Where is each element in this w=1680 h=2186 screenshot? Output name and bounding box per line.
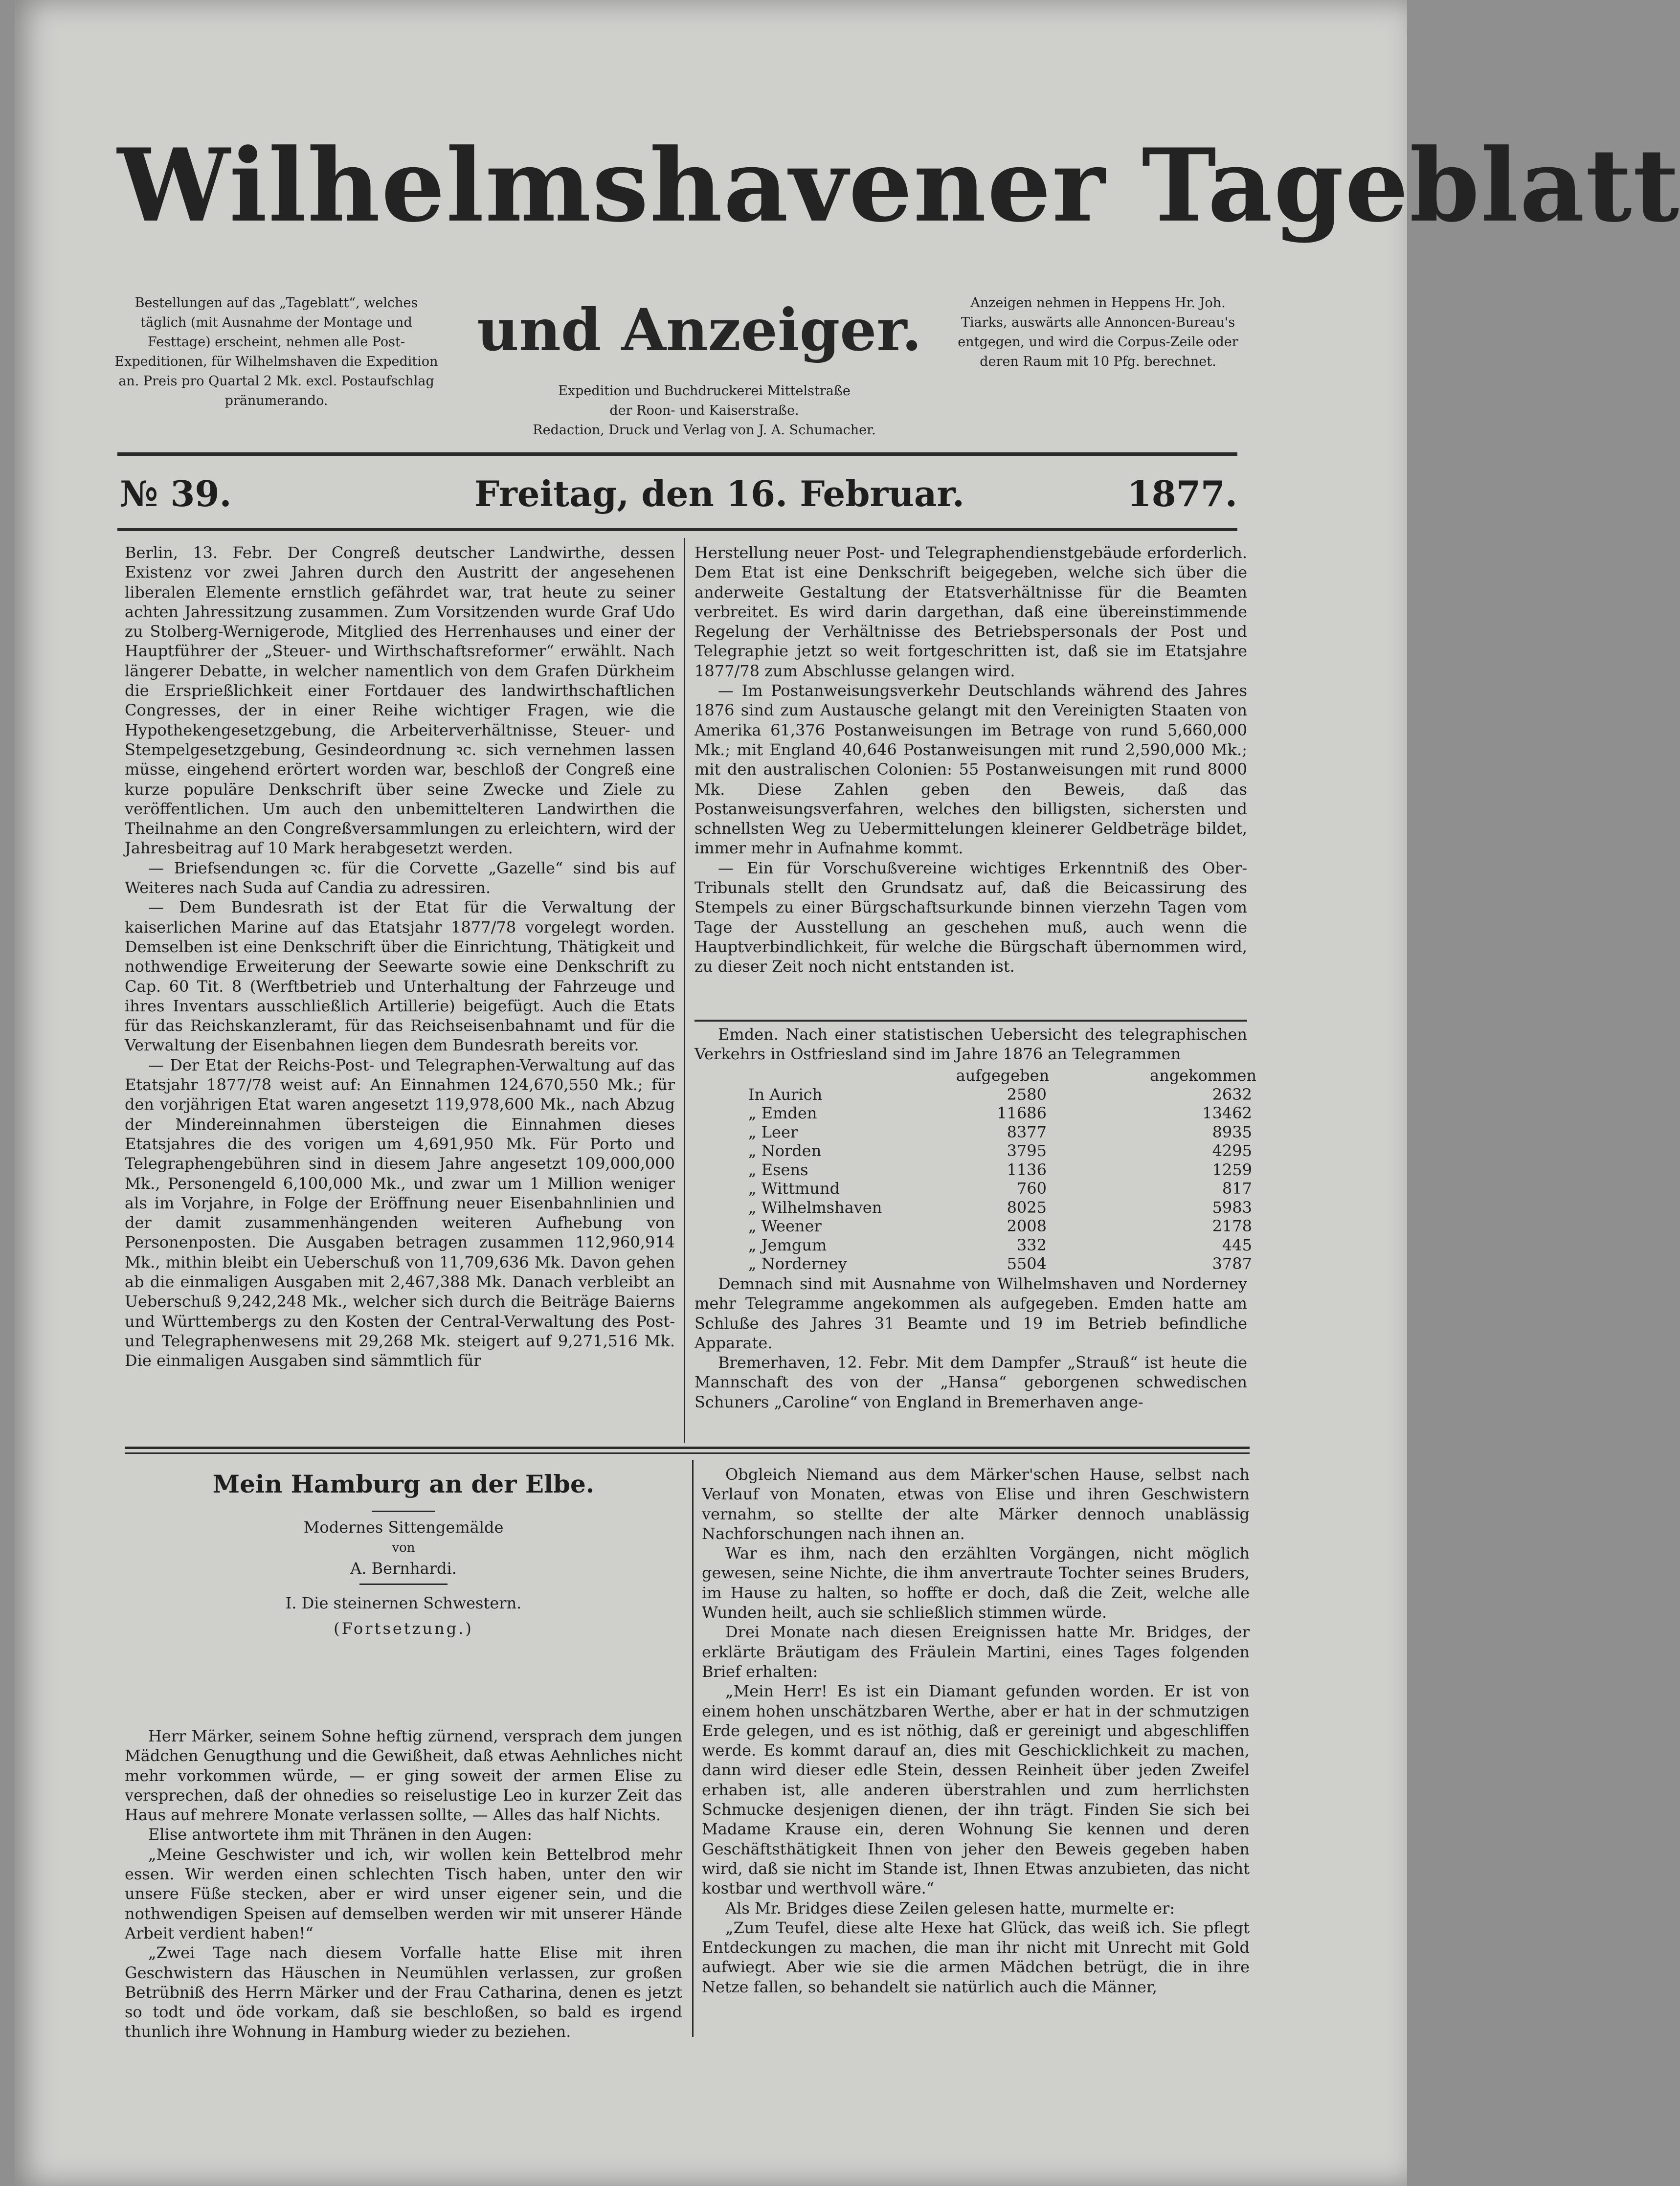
table-header (694, 1066, 1256, 1085)
row-in: 2632 (1212, 1085, 1252, 1104)
article-obertribunal: — Ein für Vorschußvereine wichtiges Erkenntniß des Ober-Tribunals stellt den Grundsatz auf, daß die Beicassirung des Stempels zu einer Bürgschaftsurkunde binnen vierzehn Tagen vom Tage der Ausstellung an geschehen muß, auch wenn die Hauptverbindlichkeit, für welche die Bürgschaft übernommen wird, zu dieser Zeit noch nicht entstanden ist. (694, 858, 1247, 976)
feuilleton-rule-bottom (125, 1452, 1250, 1454)
feuilleton-chapter: I. Die steinernen Schwestern. (285, 1594, 522, 1612)
issue-year: 1877. (1127, 473, 1237, 514)
title-rule (372, 1511, 435, 1512)
row-place: „ Emden (748, 1104, 817, 1122)
news-column-left (125, 543, 675, 1438)
telegram-table (694, 1066, 1256, 1273)
row-in: 4295 (1212, 1141, 1252, 1160)
feuilleton-title: Mein Hamburg an der Elbe. (212, 1470, 595, 1498)
row-place: „ Wilhelmshaven (748, 1198, 882, 1217)
article-marine-etat: — Dem Bundesrath ist der Etat für die Verwaltung der kaiserlichen Marine auf das Etatsjahr 1877/78 vorgelegt worden. Demselben ist eine Denkschrift über die Einrichtung, Thätigkeit und nothwendige Erweiterung der Seewarte sowie eine Denkschrift zu Cap. 60 Tit. 8 (Werftbetrieb und Unterhaltung der Fahrzeuge und ihres Inventars ausschließlich Artillerie) beigefügt. Auch die Etats für das Reichskanzleramt, für das Reichseisenbahnamt und für die Verwaltung der Eisenbahnen liegen dem Bundesrath bereits vor. (125, 898, 675, 1055)
table-row (694, 1141, 1252, 1160)
row-place: „ Wittmund (748, 1179, 840, 1198)
table-row (694, 1198, 1252, 1217)
issue-number: № 39. (120, 473, 232, 514)
feuilleton-paragraph: Als Mr. Bridges diese Zeilen gelesen hatte, murmelte er: (725, 1898, 1175, 1918)
imprint (479, 381, 929, 440)
row-in: 3787 (1212, 1254, 1252, 1273)
row-in: 13462 (1202, 1104, 1252, 1122)
article-post-etat-cont: Herstellung neuer Post- und Telegraphendienstgebäude erforderlich. Dem Etat ist eine Denkschrift beigegeben, welche sich über die anderweite Gestaltung der Etatsverhältnisse für die Beamten verbreitet. Es wird darin dargethan, daß eine übereinstimmende Regelung der Verhältnisse des Betriebspersonals der Post und Telegraphie jetzt so weit fortgeschritten ist, daß sie im Etatsjahre 1877/78 zum Abschlusse gelangen wird. (694, 543, 1247, 680)
row-place: „ Norden (748, 1141, 822, 1160)
masthead-title: Wilhelmshavener Tageblatt (117, 127, 1680, 245)
feuilleton-paragraph: Obgleich Niemand aus dem Märker'schen Hause, selbst nach Verlauf von Monaten, etwas von Elise und ihren Geschwistern vernahm, so stellte der alte Märker dennoch unablässig Nachforschungen nach ihnen an. (702, 1465, 1250, 1543)
row-place: „ Jemgum (748, 1235, 827, 1254)
feuilleton-genre: Modernes Sittengemälde (303, 1518, 504, 1537)
column-divider-upper (684, 538, 685, 1443)
advertising-info: Anzeigen nehmen in Heppens Hr. Joh. Tiarks, auswärts alle Annoncen-Bureau's entgegen, und wird die Corpus-Zeile oder deren Raum mit 10 Pfg. berechnet. (958, 295, 1238, 369)
article-berlin: Berlin, 13. Febr. Der Congreß deutscher Landwirthe, dessen Existenz vor zwei Jahren durch den Austritt der angesehenen liberalen Elemente ernstlich gefährdet war, trat heute zu seiner achten Jahressitzung zusammen. Zum Vorsitzenden wurde Graf Udo zu Stolberg-Wernigerode, Mitglied des Herrenhauses und einer der Hauptführer der „Steuer- und Wirthschaftsreformer“ erwählt. Nach längerer Debatte, in welcher namentlich von dem Grafen Dürkheim die Ersprießlichkeit einer Fortdauer des landwirthschaftlichen Congresses, der in einer Reihe wichtiger Fragen, wie die Hypothekengesetzgebung, die Arbeiterverhältnisse, Steuer- und Stempelgesetzgebung, Gesindeordnung ꝛc. sich vernehmen lassen müsse, eingehend erörtert worden war, beschloß der Congreß eine kurze populäre Denkschrift über seine Zwecke und Ziele zu veröffentlichen. Um auch den unbemittelteren Landwirthen die Theilnahme an den Congreßversammlungen zu erleichtern, wird der Jahresbeitrag auf 10 Mark herabgesetzt werden. (125, 543, 675, 858)
news-column-right (694, 543, 1247, 1007)
row-out: 8025 (1007, 1198, 1047, 1217)
row-in: 5983 (1212, 1198, 1252, 1217)
emden-intro-text: Emden. Nach einer statistischen Uebersicht des telegraphischen Verkehrs in Ostfriesland sind im Jahre 1876 an Telegrammen (694, 1025, 1247, 1064)
author-rule (359, 1584, 448, 1585)
dateline-bottom-rule (117, 528, 1237, 531)
feuilleton-author: A. Bernhardi. (350, 1559, 457, 1578)
row-in: 2178 (1212, 1217, 1252, 1235)
emden-separator (694, 1020, 1247, 1022)
emden-after (694, 1274, 1247, 1440)
feuilleton-paragraph: „Mein Herr! Es ist ein Diamant gefunden worden. Er ist von einem hohen unschätzbaren Werthe, aber er hat in der schmutzigen Erde gelegen, und es ist nöthig, daß er gereinigt und abgeschliffen werde. Es kommt darauf an, dies mit Geschicklichkeit zu machen, dann wird dieser edle Stein, dessen Reinheit über jeden Zweifel erhaben ist, alle anderen überstrahlen und zum herrlichsten Schmucke desjenigen dienen, der ihn trägt. Finden Sie sich bei Madame Krause ein, deren Wohnung Sie kennen und deren Geschäftsthätigkeit Ihnen von jeher den Beweis gegeben haben wird, daß sie nicht im Stande ist, Ihnen Etwas anzubieten, das nicht kostbar und werthvoll wäre.“ (702, 1682, 1250, 1898)
feuilleton-paragraph: Drei Monate nach diesen Ereignissen hatte Mr. Bridges, der erklärte Bräutigam des Fräulein Martini, eines Tages folgenden Brief erhalten: (702, 1623, 1250, 1681)
table-row (694, 1122, 1252, 1142)
feuilleton-paragraph: Herr Märker, seinem Sohne heftig zürnend, versprach dem jungen Mädchen Genugthung und die Gewißheit, daß etwas Aehnliches nicht mehr vorkommen würde, — er ging soweit der armen Elise zu versprechen, daß der ohnedies so reiselustige Leo in kurzer Zeit das Haus auf mehrere Monate verlassen sollte, — Alles das half Nichts. (125, 1727, 682, 1825)
row-out: 5504 (1007, 1254, 1047, 1273)
table-row (694, 1085, 1252, 1104)
row-out: 2008 (1007, 1217, 1047, 1235)
table-row (694, 1160, 1252, 1180)
row-in: 817 (1222, 1179, 1252, 1198)
article-postanweisung: — Im Postanweisungsverkehr Deutschlands während des Jahres 1876 sind zum Austausche gelangt mit den Vereinigten Staaten von Amerika 61,376 Postanweisungen im Betrage von rund 5,660,000 Mk.; mit England 40,646 Postanweisungen mit rund 2,590,000 Mk.; mit den australischen Colonien: 55 Postanweisungen mit rund 8000 Mk. Diese Zahlen geben den Beweis, daß das Postanweisungsverfahren, welches den billigsten, sichersten und schnellsten Weg zu Uebermittelungen kleinerer Geldbeträge bildet, immer mehr in Aufnahme kommt. (694, 681, 1247, 858)
feuilleton-paragraph: „Zum Teufel, diese alte Hexe hat Glück, das weiß ich. Sie pflegt Entdeckungen zu machen, die man ihr nicht mit Unrecht mit Gold aufwiegt. Aber wie sie die armen Mädchen betrügt, die in ihre Netze fallen, so behandelt sie natürlich auch die Männer, (702, 1918, 1250, 1996)
emden-intro (694, 1025, 1247, 1064)
article-post-etat: — Der Etat der Reichs-Post- und Telegraphen-Verwaltung auf das Etatsjahr 1877/78 weist auf: An Einnahmen 124,670,550 Mk.; für den vorjährigen Etat waren angesetzt 119,978,600 Mk., nach Abzug der Mindereinnahmen übersteigen die Einnahmen dieses Etatsjahres die des vorigen um 4,691,950 Mk. Für Porto und Telegraphengebühren sind in diesem Jahre angesetzt 109,000,000 Mk., Personengeld 6,100,000 Mk., und zwar um 1 Million weniger als im Vorjahre, in Folge der Eröffnung neuer Eisenbahnlinien und der damit zusammenhängenden weiteren Aufhebung von Personenposten. Die Ausgaben betragen zusammen 112,960,914 Mk., mithin bleibt ein Ueberschuß von 11,709,636 Mk. Davon gehen ab die einmaligen Ausgaben mit 2,467,388 Mk. Danach verbleibt an Ueberschuß 9,242,248 Mk., welcher sich durch die Beiträge Baierns und Württembergs zu den Kosten der Central-Verwaltung des Post- und Telegraphenwesens mit 29,268 Mk. steigert auf 9,271,516 Mk. Die einmaligen Ausgaben sind sämmtlich für (125, 1055, 675, 1370)
row-place: „ Norderney (748, 1254, 847, 1273)
row-out: 3795 (1007, 1141, 1047, 1160)
table-row (694, 1179, 1252, 1198)
row-place: „ Leer (748, 1122, 798, 1141)
row-out: 332 (1016, 1235, 1047, 1254)
feuilleton-header (125, 1465, 682, 1639)
article-gazelle: — Briefsendungen ꝛc. für die Corvette „Gazelle“ sind bis auf Weiteres nach Suda auf Candia zu adressiren. (125, 858, 675, 897)
row-in: 8935 (1212, 1122, 1252, 1141)
row-out: 2580 (1007, 1085, 1047, 1104)
row-out: 760 (1016, 1179, 1047, 1198)
feuilleton-right-text (702, 1465, 1250, 2037)
table-row (694, 1104, 1252, 1123)
subscription-info: Bestellungen auf das „Tageblatt“, welches täglich (mit Ausnahme der Montage und Festtage) erscheint, nehmen alle Post-Expeditionen, für Wilhelmshaven die Expedition an. Preis pro Quartal 2 Mk. excl. Postaufschlag pränumerando. (114, 295, 438, 408)
feuilleton-paragraph: „Meine Geschwister und ich, wir wollen kein Bettelbrod mehr essen. Wir werden einen schlechten Tisch haben, unter den wir unsere Füße stecken, aber er wird unser eigener sein, und die nothwendigen Speisen auf demselben werden wir mit unserer Hände Arbeit verdient haben!“ (125, 1845, 682, 1942)
masthead-subtitle: und Anzeiger. (477, 296, 922, 364)
row-place: „ Esens (748, 1160, 808, 1179)
row-place: In Aurich (748, 1085, 823, 1104)
feuilleton-by: von (392, 1540, 415, 1555)
feuilleton-continuation: (Fortsetzung.) (334, 1619, 473, 1638)
feuilleton-paragraph: Elise antwortete ihm mit Thränen in den Augen: (148, 1825, 532, 1844)
row-out: 1136 (1007, 1160, 1047, 1179)
column-divider-lower (692, 1460, 694, 2037)
feuilleton-paragraph: „Zwei Tage nach diesem Vorfalle hatte Elise mit ihren Geschwistern das Häuschen in Neumühlen verlassen, zur großen Betrübniß des Herrn Märker und der Frau Catharina, denen es jetzt so todt und öde vorkam, daß sie beschloßen, so bald es irgend thunlich ihre Wohnung in Hamburg wieder zu beziehen. (125, 1943, 682, 2041)
newspaper-page (15, 0, 1680, 2186)
imprint-line-3: Redaction, Druck und Verlag von J. A. Schumacher. (533, 423, 876, 438)
table-row (694, 1254, 1252, 1273)
header-out: aufgegeben (956, 1066, 1050, 1085)
emden-summary: Demnach sind mit Ausnahme von Wilhelmshaven und Norderney mehr Telegramme angekommen als aufgegeben. Emden hatte am Schluße des Jahres 31 Beamte und 19 im Betrieb befindliche Apparate. (694, 1274, 1247, 1352)
table-row (694, 1217, 1252, 1236)
row-out: 11686 (997, 1104, 1047, 1122)
header-in: angekommen (1150, 1066, 1256, 1085)
row-out: 8377 (1007, 1122, 1047, 1141)
row-place: „ Weener (748, 1217, 822, 1235)
table-row (694, 1235, 1252, 1255)
article-bremerhaven: Bremerhaven, 12. Febr. Mit dem Dampfer „Strauß“ ist heute die Mannschaft des von der „Hansa“ geborgenen schwedischen Schuners „Caroline“ von England in Bremerhaven ange- (694, 1353, 1247, 1411)
feuilleton-left-text (125, 1726, 682, 2039)
row-in: 445 (1222, 1235, 1252, 1254)
row-in: 1259 (1212, 1160, 1252, 1179)
imprint-line-1: Expedition und Buchdruckerei Mittelstraße (558, 383, 851, 399)
issue-date: Freitag, den 16. Februar. (474, 473, 964, 514)
feuilleton-rule-top (125, 1447, 1250, 1449)
dateline-top-rule (117, 452, 1237, 456)
imprint-line-2: der Roon- und Kaiserstraße. (609, 403, 799, 418)
feuilleton-paragraph: War es ihm, nach den erzählten Vorgängen, nicht möglich gewesen, seine Nichte, die ihm anvertraute Tochter seines Bruders, im Hause zu halten, so hoffte er doch, daß die Zeit, welche alle Wunden heilt, auch sie schließlich stimmen würde. (702, 1544, 1250, 1622)
